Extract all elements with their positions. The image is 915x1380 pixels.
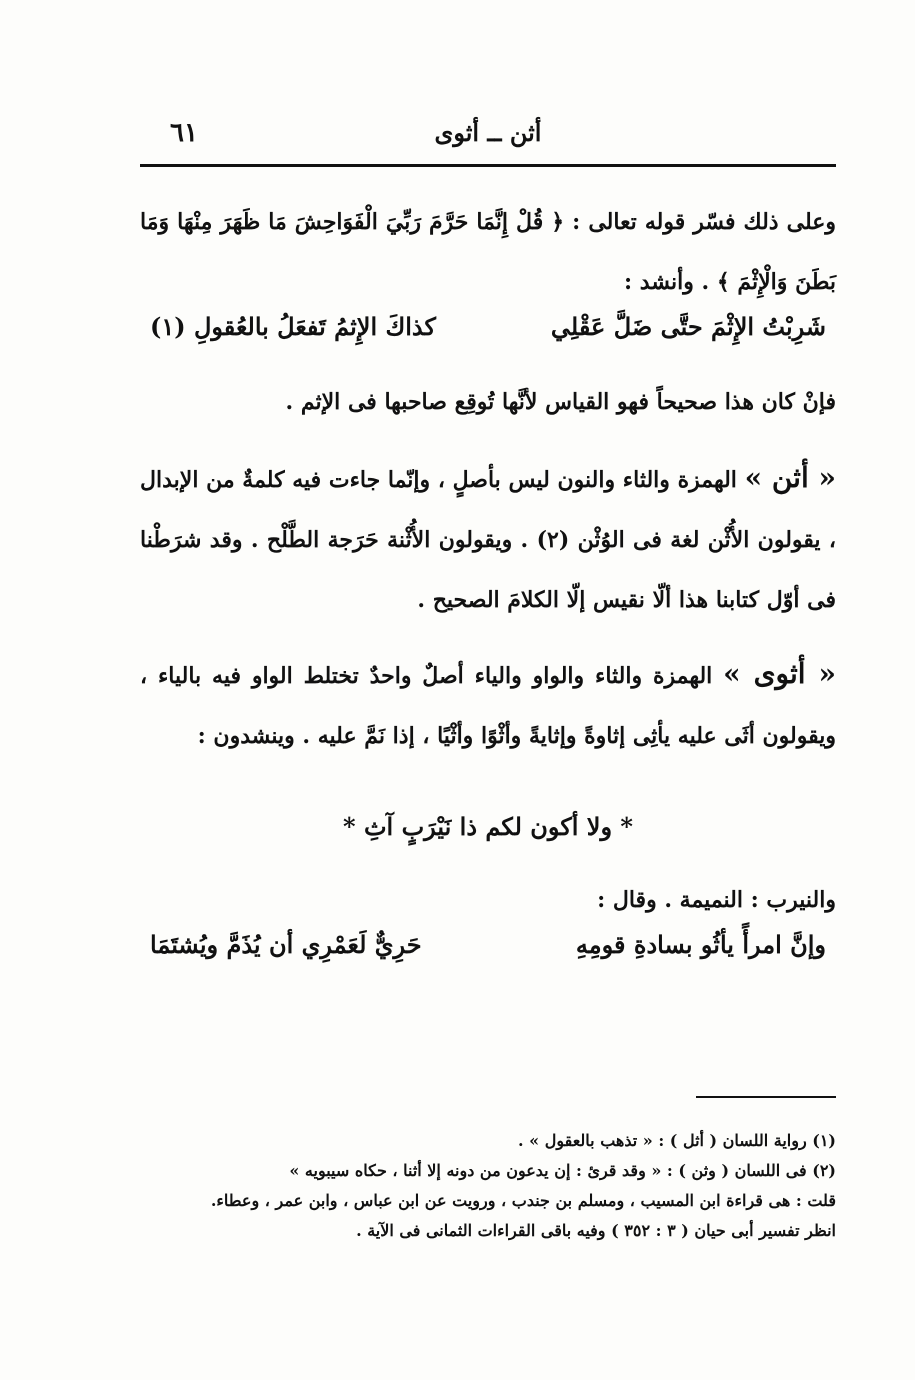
intro-paragraph: وعلى ذلك فسّر قوله تعالى : ﴿ قُلْ إِنَّمَا حَرَّمَ رَبِّيَ الْفَوَاحِشَ مَا ظَهَرَ مِنْهَا وَمَا بَطَنَ وَالْإِثْمَ ﴾ . وأنشد :	[140, 209, 836, 295]
single-verse: * ولا أكون لكم ذا نَيْرَبٍ آثِ *	[343, 812, 633, 841]
page-number: ٦١	[170, 118, 198, 148]
entry-athwa	[140, 644, 836, 766]
entry-headword: « أثن »	[744, 461, 836, 494]
verse-second-hemistich: كذاكَ الإِثمُ تَفعَلُ بالعُقولِ (١)	[150, 312, 436, 341]
intro-closing: فإنْ كان هذا صحيحاً فهو القياس لأنَّها تُوقِع صاحبها فى الإثم .	[285, 389, 836, 415]
entry-text: الهمزة والثاء والنون ليس بأصلٍ ، وإنّما جاءت فيه كلمةٌ من الإبدال ، يقولون الأُثْن لغة فى الوُثْن (٢) . ويقولون الأُثْنة حَرَجة الطَّلْح . وقد شرَطْنا فى أوّل كتابنا هذا ألّا نقيس إلّا الكلامَ الصحيح .	[140, 467, 836, 613]
header-rule	[140, 164, 836, 167]
footnotes	[140, 1126, 836, 1246]
entry-headword: « أثوى »	[723, 657, 837, 690]
verse-first-hemistich: شَرِبْتُ الإِثْمَ حتَّى ضَلَّ عَقْلِي	[550, 312, 826, 341]
footnote-rule	[696, 1096, 836, 1098]
footnote-2-continued: قلت : هى قراءة ابن المسيب ، ومسلم بن جندب ، ورويت عن ابن عباس ، وابن عمر ، وعطاء.	[210, 1191, 836, 1210]
running-title: أثن ــ أثوى	[434, 118, 542, 147]
last-verse	[150, 930, 826, 959]
footnote-2-reference: انظر تفسير أبى حيان ( ٣ : ٣٥٢ ) وفيه باقى القراءات الثمانى فى الآية .	[356, 1221, 836, 1240]
footnote-1: (١) رواية اللسان ( أثل ) : « تذهب بالعقول » .	[518, 1131, 836, 1150]
intro-verse	[150, 312, 826, 341]
verse-first-hemistich: وإنَّ امرأً يأثُو بسادةِ قومِهِ	[575, 930, 826, 959]
footnote-2: (٢) فى اللسان ( وثن ) : « وقد قرئ : إن يدعون من دونه إلا أثنا ، حكاه سيبويه »	[289, 1161, 836, 1180]
page-header	[140, 118, 836, 160]
verse-second-hemistich: حَرِيٌّ لَعَمْرِي أن يُذَمَّ ويُشتَمَا	[150, 930, 422, 959]
entry-athn	[140, 448, 836, 630]
entry-text: الهمزة والثاء والواو والياء أصلٌ واحدٌ تختلط الواو فيه بالياء ، ويقولون أثَى عليه يأثِى إثاوةً وإثايةً وأثْوًا وأثْيًا ، إذا نَمَّ عليه . وينشدون :	[140, 663, 836, 749]
gloss-line: والنيرب : النميمة . وقال :	[597, 887, 836, 913]
